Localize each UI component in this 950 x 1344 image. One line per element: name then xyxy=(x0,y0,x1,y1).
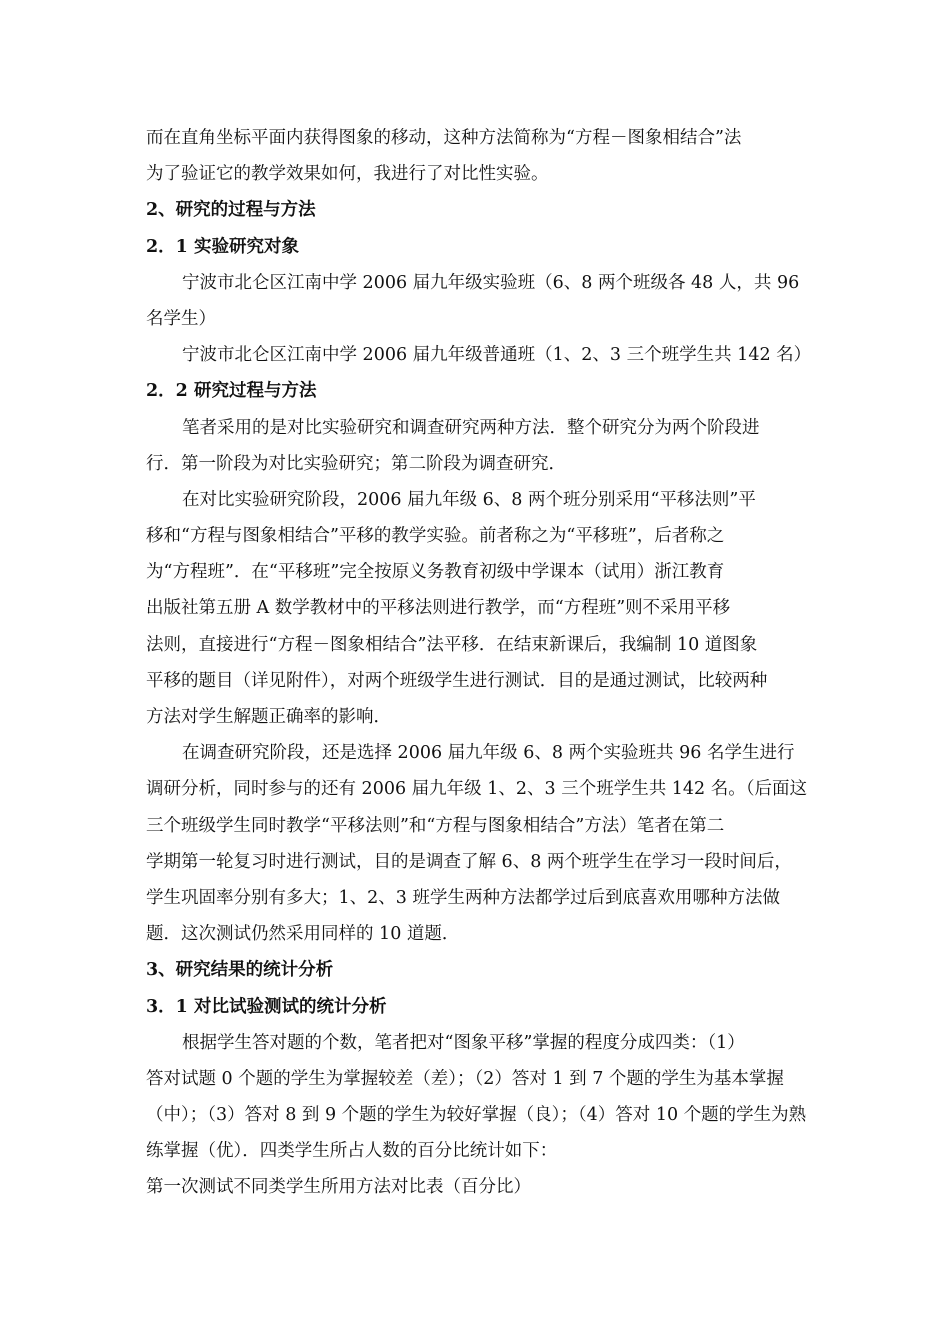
paragraph-line: 而在直角坐标平面内获得图象的移动，这种方法简称为“方程－图象相结合”法 xyxy=(146,128,742,148)
paragraph-line: （中）；（3）答对 8 到 9 个题的学生为较好掌握（良）；（4）答对 10 个题的学生为熟 xyxy=(146,1105,807,1126)
paragraph-line: 学期第一轮复习时进行测试，目的是调查了解 6、8 两个班学生在学习一段时间后， xyxy=(146,851,792,872)
paragraph-line: 移和“方程与图象相结合”平移的教学实验。前者称之为“平移班”，后者称之 xyxy=(146,526,725,547)
paragraph-line: 名学生） xyxy=(146,308,216,329)
paragraph-line: 宁波市北仑区江南中学 2006 届九年级普通班（1、2、3 三个班学生共 142 名） xyxy=(182,345,812,366)
paragraph-line: 平移的题目（详见附件），对两个班级学生进行测试．目的是通过测试，比较两种 xyxy=(146,670,768,691)
paragraph-line: 行．第一阶段为对比实验研究；第二阶段为调查研究． xyxy=(146,453,566,474)
paragraph-line: 出版社第五册 A 数学教材中的平移法则进行教学，而“方程班”则不采用平移 xyxy=(146,598,731,619)
paragraph-line: 答对试题 0 个题的学生为掌握较差（差）；（2）答对 1 到 7 个题的学生为基本掌握 xyxy=(146,1068,784,1089)
paragraph-line: 方法对学生解题正确率的影响． xyxy=(146,707,391,727)
paragraph-line: 三个班级学生同时教学“平移法则”和“方程与图象相结合”方法）笔者在第二 xyxy=(146,815,725,836)
paragraph-line: 笔者采用的是对比实验研究和调查研究两种方法．整个研究分为两个阶段进 xyxy=(182,417,760,438)
section-heading: 3、研究结果的统计分析 xyxy=(146,960,334,981)
paragraph-line: 法则，直接进行“方程－图象相结合”法平移．在结束新课后，我编制 10 道图象 xyxy=(146,634,758,655)
paragraph-line: 在对比实验研究阶段，2006 届九年级 6、8 两个班分别采用“平移法则”平 xyxy=(182,489,756,510)
table-caption: 第一次测试不同类学生所用方法对比表（百分比） xyxy=(146,1177,531,1198)
paragraph-line: 调研分析，同时参与的还有 2006 届九年级 1、2、3 三个班学生共 142 名。（后面这 xyxy=(146,779,807,800)
document-body xyxy=(146,120,810,1206)
paragraph-line: 为“方程班”．在“平移班”完全按原义务教育初级中学课本（试用）浙江教育 xyxy=(146,562,725,583)
subsection-heading: 3．1 对比试验测试的统计分析 xyxy=(146,996,387,1017)
subsection-heading: 2．1 实验研究对象 xyxy=(146,236,299,257)
paragraph-line: 在调查研究阶段，还是选择 2006 届九年级 6、8 两个实验班共 96 名学生进行 xyxy=(182,743,795,764)
paragraph-line: 宁波市北仑区江南中学 2006 届九年级实验班（6、8 两个班级各 48 人，共 96 xyxy=(182,272,800,293)
subsection-heading: 2．2 研究过程与方法 xyxy=(146,381,317,402)
paragraph-line: 练掌握（优）．四类学生所占人数的百分比统计如下： xyxy=(146,1141,558,1162)
paragraph-line: 学生巩固率分别有多大；1、2、3 班学生两种方法都学过后到底喜欢用哪种方法做 xyxy=(146,887,780,908)
paragraph-line: 为了验证它的教学效果如何，我进行了对比性实验。 xyxy=(146,164,549,185)
paragraph-line: 根据学生答对题的个数，笔者把对“图象平移”掌握的程度分成四类：（1） xyxy=(182,1032,745,1053)
section-heading: 2、研究的过程与方法 xyxy=(146,200,316,221)
paragraph-line: 题．这次测试仍然采用同样的 10 道题． xyxy=(146,924,460,945)
